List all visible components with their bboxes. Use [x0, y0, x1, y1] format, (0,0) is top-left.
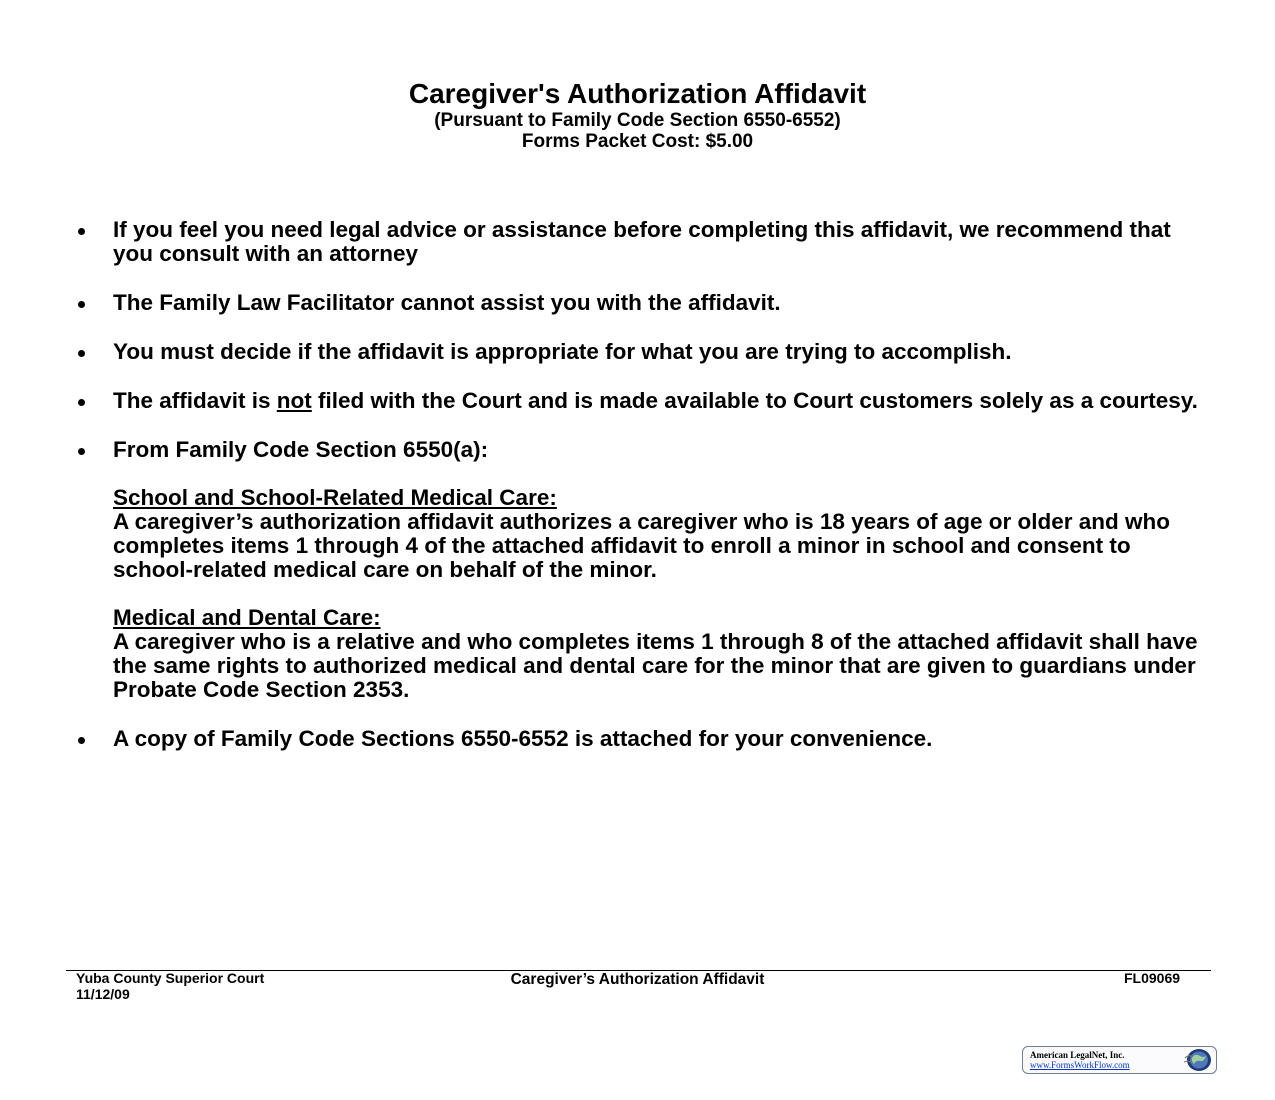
- bullet-text-appropriate: You must decide if the affidavit is appropriate for what you are trying to accomplish.: [113, 339, 1012, 364]
- bullet-icon: [78, 228, 85, 235]
- bullet-icon: [78, 448, 85, 455]
- medical-text: A caregiver who is a relative and who completes items 1 through 8 of the attached affidavit shall have the same rights to authorized medical and dental care for the minor that are given to guardians under Probate Code Section 2353.: [113, 629, 1198, 702]
- bullet-icon: [78, 399, 85, 406]
- list-item: [73, 291, 1213, 315]
- school-text: A caregiver’s authorization affidavit authorizes a caregiver who is 18 years of age or older and who completes items 1 through 4 of the attached affidavit to enroll a minor in school and consent to school-related medical care on behalf of the minor.: [113, 509, 1170, 582]
- bullet-text-legal-advice: If you feel you need legal advice or assistance before completing this affidavit, we recommend that you consult with an attorney: [113, 217, 1171, 266]
- page-subtitle: (Pursuant to Family Code Section 6550-6552): [434, 110, 841, 131]
- bullet-icon: [78, 350, 85, 357]
- forms-packet-cost: Forms Packet Cost: $5.00: [521, 131, 754, 152]
- bullet-text-copy-attached: A copy of Family Code Sections 6550-6552 is attached for your convenience.: [113, 726, 933, 751]
- school-section: [113, 486, 1213, 582]
- list-item: [73, 727, 1213, 751]
- bullet-text-not-filed: [113, 388, 1198, 413]
- medical-section: [113, 606, 1213, 702]
- not-filed-suffix: filed with the Court and is made available to Court customers solely as a courtesy.: [311, 388, 1198, 413]
- logo-company-name: American LegalNet, Inc.: [1030, 1050, 1125, 1060]
- bullet-icon: [78, 301, 85, 308]
- list-item: [73, 218, 1213, 266]
- page-title: Caregiver's Authorization Affidavit: [408, 78, 867, 109]
- footer-court-name: Yuba County Superior Court: [76, 970, 265, 986]
- instruction-list: [73, 218, 1213, 776]
- bullet-text-family-code: From Family Code Section 6550(a):: [113, 437, 489, 462]
- not-filed-prefix: The affidavit is: [113, 388, 277, 413]
- bullet-icon: [78, 737, 85, 744]
- footer-date: 11/12/09: [76, 986, 130, 1002]
- footer-form-title: Caregiver’s Authorization Affidavit: [510, 971, 765, 988]
- not-emphasis: not: [276, 388, 312, 413]
- medical-heading: Medical and Dental Care:: [113, 605, 381, 630]
- list-item: [73, 389, 1213, 413]
- footer-form-number: FL09069: [1124, 970, 1181, 986]
- legalnet-logo[interactable]: [1022, 1046, 1217, 1074]
- bullet-text-facilitator: The Family Law Facilitator cannot assist you with the affidavit.: [113, 290, 781, 315]
- list-item: [73, 438, 1213, 702]
- list-item: [73, 340, 1213, 364]
- logo-url-link[interactable]: www.FormsWorkFlow.com: [1030, 1060, 1130, 1070]
- page-header: [0, 78, 1275, 152]
- school-heading: School and School-Related Medical Care:: [113, 485, 557, 510]
- globe-icon: [1180, 1048, 1213, 1072]
